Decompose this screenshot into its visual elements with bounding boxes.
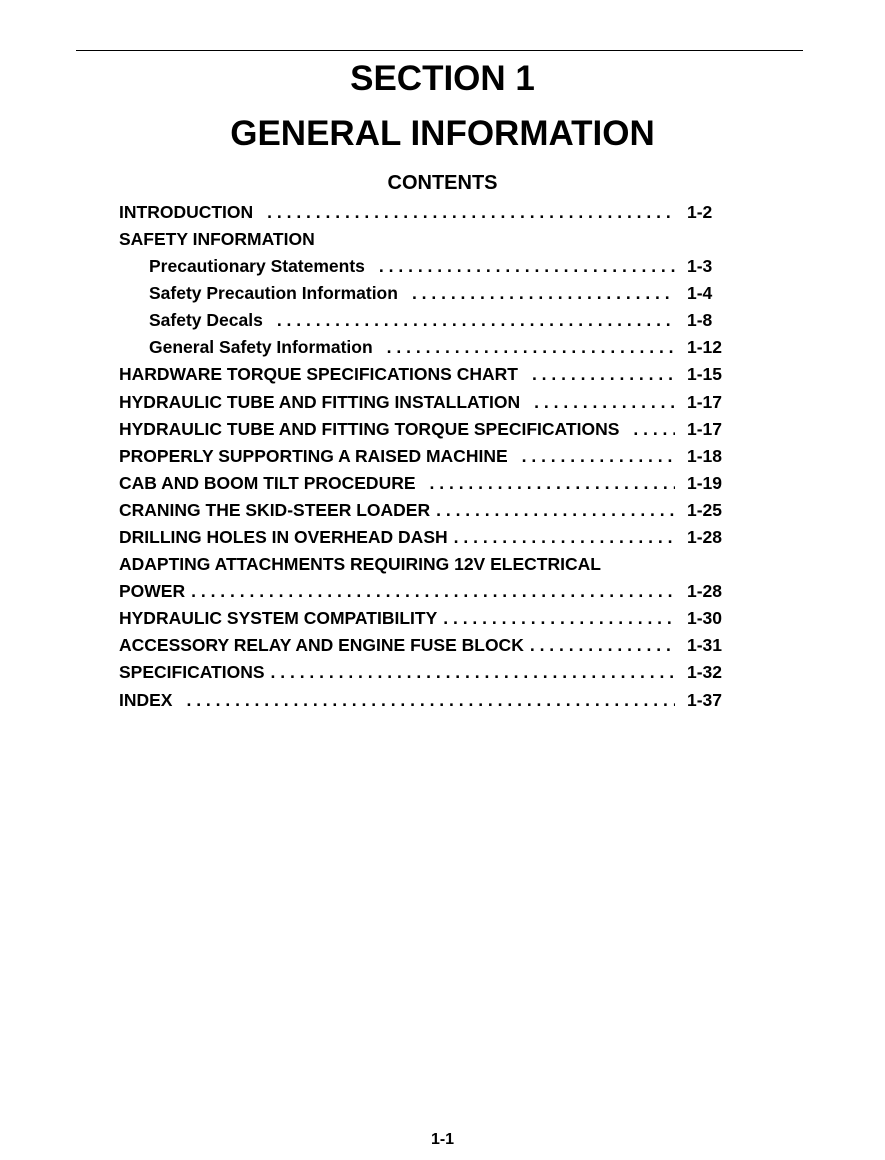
toc-entry[interactable] [119, 524, 739, 551]
toc-entry-page: 1-3 [687, 256, 713, 277]
toc-entry[interactable] [119, 416, 739, 443]
toc-entry[interactable] [119, 361, 739, 388]
toc-entry-page: 1-32 [687, 662, 723, 683]
toc-entry[interactable] [119, 307, 739, 334]
toc-entry-label: Safety Precaution Information [149, 283, 398, 304]
toc-entry-page: 1-31 [687, 635, 723, 656]
toc-entry-page: 1-28 [687, 581, 723, 602]
toc-entry[interactable] [119, 199, 739, 226]
toc-entry-label: INDEX [119, 689, 173, 710]
toc-entry-label: HYDRAULIC SYSTEM COMPATIBILITY [119, 608, 438, 629]
toc-entry[interactable] [119, 389, 739, 416]
toc-entry-label: HYDRAULIC TUBE AND FITTING INSTALLATION [119, 391, 521, 412]
toc-entry-label: DRILLING HOLES IN OVERHEAD DASH [119, 527, 448, 548]
toc-entry-page: 1-15 [687, 364, 723, 385]
toc-leader [430, 470, 675, 497]
toc-entry[interactable] [119, 578, 739, 605]
toc-entry-label: HARDWARE TORQUE SPECIFICATIONS CHART [119, 364, 518, 385]
toc-leader [191, 578, 675, 605]
toc-entry-label: HYDRAULIC TUBE AND FITTING TORQUE SPECIFICATIONS [119, 418, 620, 439]
toc-entry-label: General Safety Information [149, 337, 373, 358]
toc-leader [436, 497, 675, 524]
toc-entry-page: 1-25 [687, 499, 723, 520]
toc-entry[interactable] [119, 443, 739, 470]
toc-entry-label: SPECIFICATIONS [119, 662, 265, 683]
toc-leader [379, 253, 675, 280]
toc-entry[interactable] [119, 605, 739, 632]
toc-entry-page: 1-2 [687, 202, 713, 222]
toc-entry-page: 1-17 [687, 391, 723, 412]
toc-leader [522, 443, 675, 470]
toc-leader [443, 605, 675, 632]
toc-entry-page: 1-12 [687, 337, 723, 358]
toc-entry-first-line[interactable] [119, 551, 739, 578]
toc-leader [267, 199, 675, 226]
toc-leader [277, 307, 675, 334]
toc-entry-label: ADAPTING ATTACHMENTS REQUIRING 12V ELECTRICAL [119, 554, 601, 575]
toc-entry-page: 1-28 [687, 527, 723, 548]
toc-leader [454, 524, 675, 551]
toc-entry[interactable] [119, 334, 739, 361]
toc-entry[interactable] [119, 632, 739, 659]
table-of-contents [119, 199, 739, 714]
toc-entry[interactable] [119, 497, 739, 524]
toc-leader [412, 280, 675, 307]
toc-leader [387, 334, 675, 361]
toc-entry[interactable] [119, 253, 739, 280]
contents-heading: CONTENTS [387, 172, 498, 194]
toc-leader [633, 416, 675, 443]
toc-entry-label: INTRODUCTION [119, 202, 254, 222]
toc-entry-page: 1-19 [687, 472, 723, 493]
toc-entry[interactable] [119, 687, 739, 714]
toc-entry-page: 1-8 [687, 310, 713, 331]
toc-entry-page: 1-18 [687, 445, 723, 466]
toc-entry-page: 1-4 [687, 283, 713, 304]
toc-entry-label: PROPERLY SUPPORTING A RAISED MACHINE [119, 445, 508, 466]
toc-entry-label: ACCESSORY RELAY AND ENGINE FUSE BLOCK [119, 635, 524, 656]
toc-leader [186, 687, 675, 714]
toc-entry[interactable] [119, 659, 739, 686]
toc-entry[interactable] [119, 280, 739, 307]
toc-entry-label: POWER [119, 581, 186, 602]
toc-entry-page: 1-17 [687, 418, 723, 439]
page-number: 1-1 [430, 1131, 455, 1148]
page-title: GENERAL INFORMATION [230, 114, 655, 153]
toc-entry-label: Precautionary Statements [149, 256, 365, 277]
toc-entry-label: SAFETY INFORMATION [119, 229, 315, 250]
toc-leader [532, 361, 675, 388]
toc-entry-label: CRANING THE SKID-STEER LOADER [119, 499, 431, 520]
top-rule [76, 50, 803, 51]
toc-group-heading [119, 226, 739, 253]
toc-entry-page: 1-30 [687, 608, 723, 629]
section-title: SECTION 1 [350, 59, 535, 98]
toc-leader [271, 659, 675, 686]
toc-leader [530, 632, 675, 659]
toc-entry-label: Safety Decals [149, 310, 263, 331]
toc-leader [534, 389, 675, 416]
toc-entry-label: CAB AND BOOM TILT PROCEDURE [119, 472, 416, 493]
toc-entry-page: 1-37 [687, 689, 723, 710]
toc-entry[interactable] [119, 470, 739, 497]
